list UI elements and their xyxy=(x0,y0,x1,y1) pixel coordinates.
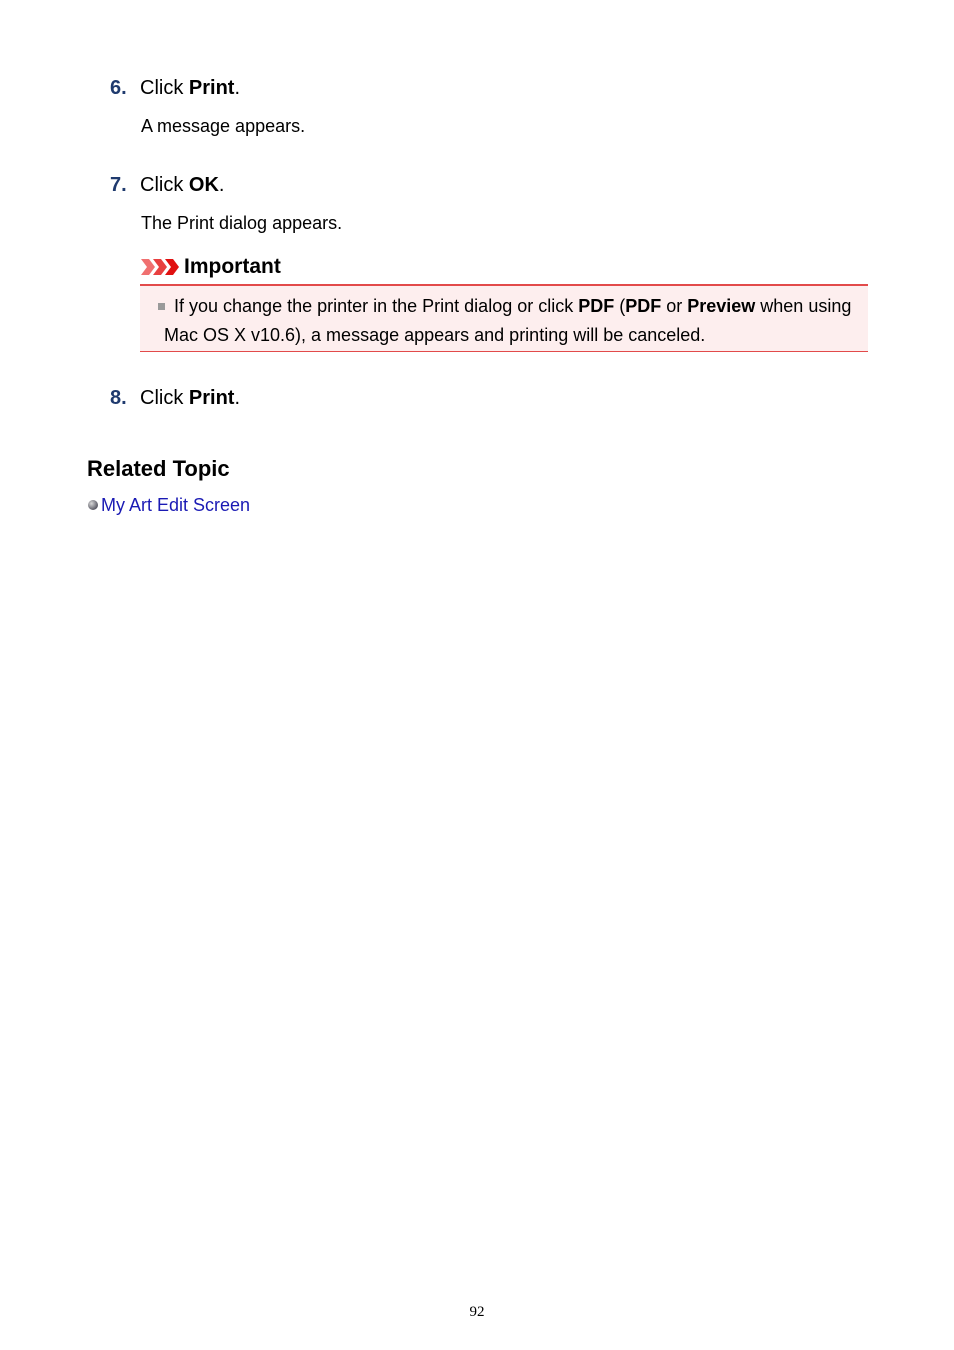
step-number: 7. xyxy=(110,174,127,196)
step-punct: . xyxy=(234,387,241,409)
step-text: Click xyxy=(140,77,189,99)
step-number: 8. xyxy=(110,387,127,409)
step-ui-term: OK xyxy=(188,174,219,196)
important-header xyxy=(141,254,281,280)
step-ui-term: Print xyxy=(188,77,235,99)
bullet-dot-icon xyxy=(88,500,98,510)
related-topic-heading: Related Topic xyxy=(87,456,230,481)
step-6 xyxy=(110,76,240,100)
step-6-description: A message appears. xyxy=(141,116,306,136)
square-bullet-icon xyxy=(158,303,165,310)
triple-chevron-icon xyxy=(141,258,179,276)
important-title: Important xyxy=(184,255,281,278)
important-text-part: or xyxy=(661,296,688,316)
important-text-part: when using Mac OS X v10.6), a message appears and printing will be canceled. xyxy=(164,296,852,345)
important-ui-term: PDF xyxy=(578,296,615,316)
step-8 xyxy=(110,386,240,410)
step-7 xyxy=(110,173,224,197)
my-art-edit-screen-link[interactable]: My Art Edit Screen xyxy=(101,495,251,515)
important-ui-term: PDF xyxy=(625,296,662,316)
step-number: 6. xyxy=(110,77,127,99)
important-text-part: If you change the printer in the Print dialog or click xyxy=(174,296,579,316)
related-link-item[interactable] xyxy=(88,494,250,516)
important-text-part: ( xyxy=(614,296,626,316)
step-ui-term: Print xyxy=(188,387,235,409)
important-ui-term: Preview xyxy=(687,296,756,316)
step-punct: . xyxy=(234,77,241,99)
page-number: 92 xyxy=(469,1304,485,1320)
step-punct: . xyxy=(218,174,225,196)
important-text xyxy=(164,292,860,350)
step-text: Click xyxy=(140,174,189,196)
step-7-description: The Print dialog appears. xyxy=(141,213,343,233)
step-text: Click xyxy=(140,387,189,409)
important-box xyxy=(140,284,868,352)
